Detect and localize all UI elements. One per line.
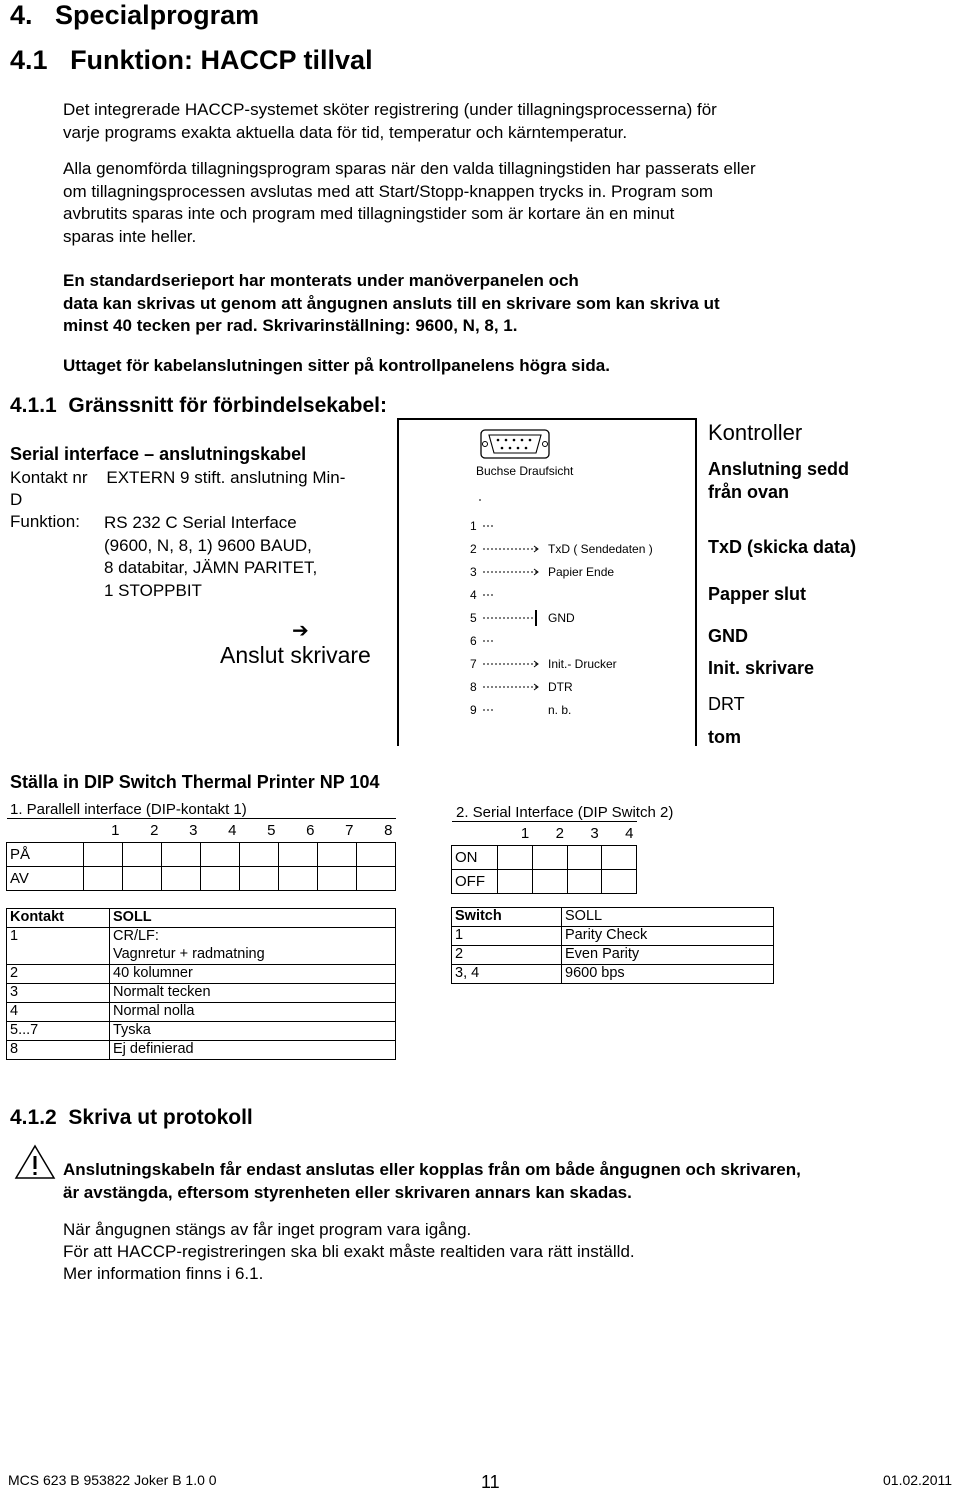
table-cell: 3: [567, 822, 602, 846]
table-row: [452, 846, 637, 870]
table-row: [7, 1003, 396, 1022]
side-connection: [708, 458, 849, 504]
table-cell: 2: [532, 822, 567, 846]
table-header: SOLL: [562, 908, 774, 927]
table-header: Switch: [452, 908, 562, 927]
cable-function-label: Funktion:: [10, 512, 80, 531]
table-cell: 3, 4: [452, 965, 562, 984]
pin-number: 9: [470, 703, 477, 717]
pin-number: 3: [470, 565, 477, 579]
table-cell: 1: [7, 928, 110, 947]
table-cell: 8: [357, 819, 396, 843]
table-cell: Vagnretur + radmatning: [110, 946, 396, 965]
table-cell: 40 kolumner: [110, 965, 396, 984]
pin-number: 4: [470, 588, 477, 602]
function-line: RS 232 C Serial Interface: [104, 513, 297, 532]
pin-number: 8: [470, 680, 477, 694]
pin-number: 7: [470, 657, 477, 671]
notes: [63, 1219, 635, 1285]
paragraph-intro: [63, 99, 717, 144]
subsection-412-heading: [10, 1106, 253, 1130]
table-row: [7, 984, 396, 1003]
table-cell: 1: [498, 822, 533, 846]
subsection-heading: [10, 45, 373, 76]
table-row: [7, 909, 396, 928]
serial-dip-table: [451, 821, 637, 894]
pin-label-init: Init.- Drucker: [548, 657, 617, 671]
text-line: Det integrerade HACCP-systemet sköter registrering (under tillagningsprocesserna) för: [63, 100, 717, 119]
warning-text: [63, 1158, 801, 1204]
table-cell: 3: [162, 819, 201, 843]
table-cell: 2: [7, 965, 110, 984]
pin-number: 1: [470, 519, 477, 533]
table-row: [452, 908, 774, 927]
cable-description: [10, 467, 345, 511]
paragraph-outlet: Uttaget för kabelanslutningen sitter på kontrollpanelens högra sida.: [63, 356, 610, 375]
warning-icon: [14, 1144, 56, 1180]
table-cell: 6: [279, 819, 318, 843]
sub412-title: Skriva ut protokoll: [68, 1106, 253, 1129]
text-line: är avstängda, eftersom styrenheten eller skrivaren annars kan skadas.: [63, 1183, 632, 1202]
table-row: [452, 965, 774, 984]
table-cell: Ej definierad: [110, 1041, 396, 1060]
table-row: [7, 819, 396, 843]
table-row: [452, 870, 637, 894]
parallel-caption: 1. Parallell interface (DIP-kontakt 1): [10, 801, 247, 818]
table-cell: 5: [240, 819, 279, 843]
text-line: avbrutits sparas inte och program med tillagningstider som är kortare än en minut: [63, 204, 675, 223]
side-gnd: GND: [708, 626, 748, 646]
table-cell: 3: [7, 984, 110, 1003]
text-line: om tillagningsprocessen avslutas med att Start/Stopp-knappen trycks in. Program som: [63, 181, 714, 201]
table-row: [7, 1022, 396, 1041]
text-line: minst 40 tecken per rad. Skrivarinställning: 9600, N, 8, 1.: [63, 316, 518, 335]
sub411-number: 4.1.1: [10, 394, 57, 417]
cable-heading: Serial interface – anslutningskabel: [10, 444, 307, 464]
text-line: När ångugnen stängs av får inget program vara igång.: [63, 1220, 472, 1239]
footer-date: 01.02.2011: [883, 1472, 953, 1488]
text-line: Mer information finns i 6.1.: [63, 1264, 264, 1283]
pin-number: 2: [470, 542, 477, 556]
text-line: Anslutningskabeln får endast anslutas eller kopplas från om både ångugnen och skrivaren,: [63, 1160, 801, 1179]
table-row: [7, 946, 396, 965]
side-tom: tom: [708, 727, 741, 747]
pin-label-dtr: DTR: [548, 680, 573, 694]
table-row: [7, 1041, 396, 1060]
side-paper: Papper slut: [708, 584, 807, 604]
cable-line: Kontakt nr EXTERN 9 stift. anslutning Min-: [10, 468, 346, 487]
table-cell: AV: [7, 867, 84, 891]
subsection-number: 4.1: [10, 45, 48, 75]
function-line: (9600, N, 8, 1) 9600 BAUD,: [104, 535, 312, 555]
side-title: Kontroller: [708, 420, 803, 445]
parallel-dip-table: [6, 818, 396, 891]
dsub-connector-icon: [481, 430, 549, 458]
table-cell: OFF: [452, 870, 498, 894]
text-line: data kan skrivas ut genom att ångugnen ansluts till en skrivare som kan skriva ut: [63, 293, 720, 313]
table-row: [7, 928, 396, 947]
table-cell: 5...7: [7, 1022, 110, 1041]
cable-line: D: [10, 490, 23, 509]
footer-document-id: MCS 623 B 953822 Joker B 1.0 0: [8, 1472, 217, 1488]
side-line: Anslutning sedd: [708, 459, 849, 479]
pin-label-txd: TxD ( Sendedaten ): [548, 542, 653, 556]
sub412-number: 4.1.2: [10, 1106, 57, 1129]
kontakt-table: [6, 908, 396, 1060]
table-row: [7, 965, 396, 984]
pin-number: 6: [470, 634, 477, 648]
table-cell: 1: [84, 819, 123, 843]
table-header: SOLL: [110, 909, 396, 928]
table-cell: ON: [452, 846, 498, 870]
table-row: [452, 927, 774, 946]
table-cell: Parity Check: [562, 927, 774, 946]
pin-label-paper: Papier Ende: [548, 565, 615, 579]
pin-label-gnd: GND: [548, 611, 575, 625]
table-cell: PÅ: [7, 843, 84, 867]
table-cell: Tyska: [110, 1022, 396, 1041]
function-line: 1 STOPPBIT: [104, 580, 202, 600]
side-txd: TxD (skicka data): [708, 537, 857, 557]
subsection-411-heading: [10, 394, 387, 418]
paragraph-storage: [63, 158, 756, 248]
table-cell: 7: [318, 819, 357, 843]
subsection-title: Funktion: HACCP tillval: [70, 45, 373, 75]
table-cell: Normal nolla: [110, 1003, 396, 1022]
table-cell: 2: [452, 946, 562, 965]
sub411-title: Gränssnitt för förbindelsekabel:: [68, 394, 387, 417]
table-cell: 4: [201, 819, 240, 843]
pin-number: 5: [470, 611, 477, 625]
table-row: [452, 822, 637, 846]
side-init: Init. skrivare: [708, 658, 815, 678]
text-line: Alla genomförda tillagningsprogram sparas när den valda tillagningstiden har passerats eller: [63, 159, 756, 178]
section-number: 4.: [10, 0, 33, 30]
table-cell: 4: [7, 1003, 110, 1022]
arrow-right-icon: ➔: [292, 620, 309, 642]
text-line: För att HACCP-registreringen ska bli exakt måste realtiden vara rätt inställd.: [63, 1242, 635, 1261]
table-cell: Normalt tecken: [110, 984, 396, 1003]
serial-caption: 2. Serial Interface (DIP Switch 2): [456, 804, 674, 821]
table-cell: Even Parity: [562, 946, 774, 965]
table-cell: CR/LF:: [110, 928, 396, 947]
table-cell: 9600 bps: [562, 965, 774, 984]
table-cell: 8: [7, 1041, 110, 1060]
connect-printer-label: Anslut skrivare: [220, 642, 371, 668]
text-line: varje programs exakta aktuella data för tid, temperatur och kärntemperatur.: [63, 122, 628, 142]
page-number: 11: [481, 1472, 500, 1492]
table-row: [7, 843, 396, 867]
text-line: En standardserieport har monterats under manöverpanelen och: [63, 271, 579, 290]
side-drt: DRT: [708, 694, 745, 714]
table-header: Kontakt: [7, 909, 110, 928]
section-title: Specialprogram: [55, 0, 260, 30]
table-cell: [7, 946, 110, 965]
table-cell: 1: [452, 927, 562, 946]
pin-label-nb: n. b.: [548, 703, 572, 717]
section-heading: [10, 0, 259, 31]
switch-table: [451, 907, 774, 984]
table-row: [7, 867, 396, 891]
cable-function-list: [104, 512, 317, 602]
connector-caption: Buchse Draufsicht: [476, 464, 574, 478]
table-cell: 2: [123, 819, 162, 843]
text-line: sparas inte heller.: [63, 226, 197, 246]
table-row: [452, 946, 774, 965]
function-line: 8 databitar, JÄMN PARITET,: [104, 558, 318, 577]
dip-heading: Ställa in DIP Switch Thermal Printer NP 104: [10, 772, 380, 792]
side-line: från ovan: [708, 482, 790, 502]
paragraph-serial-port: [63, 270, 720, 338]
table-cell: 4: [602, 822, 637, 846]
